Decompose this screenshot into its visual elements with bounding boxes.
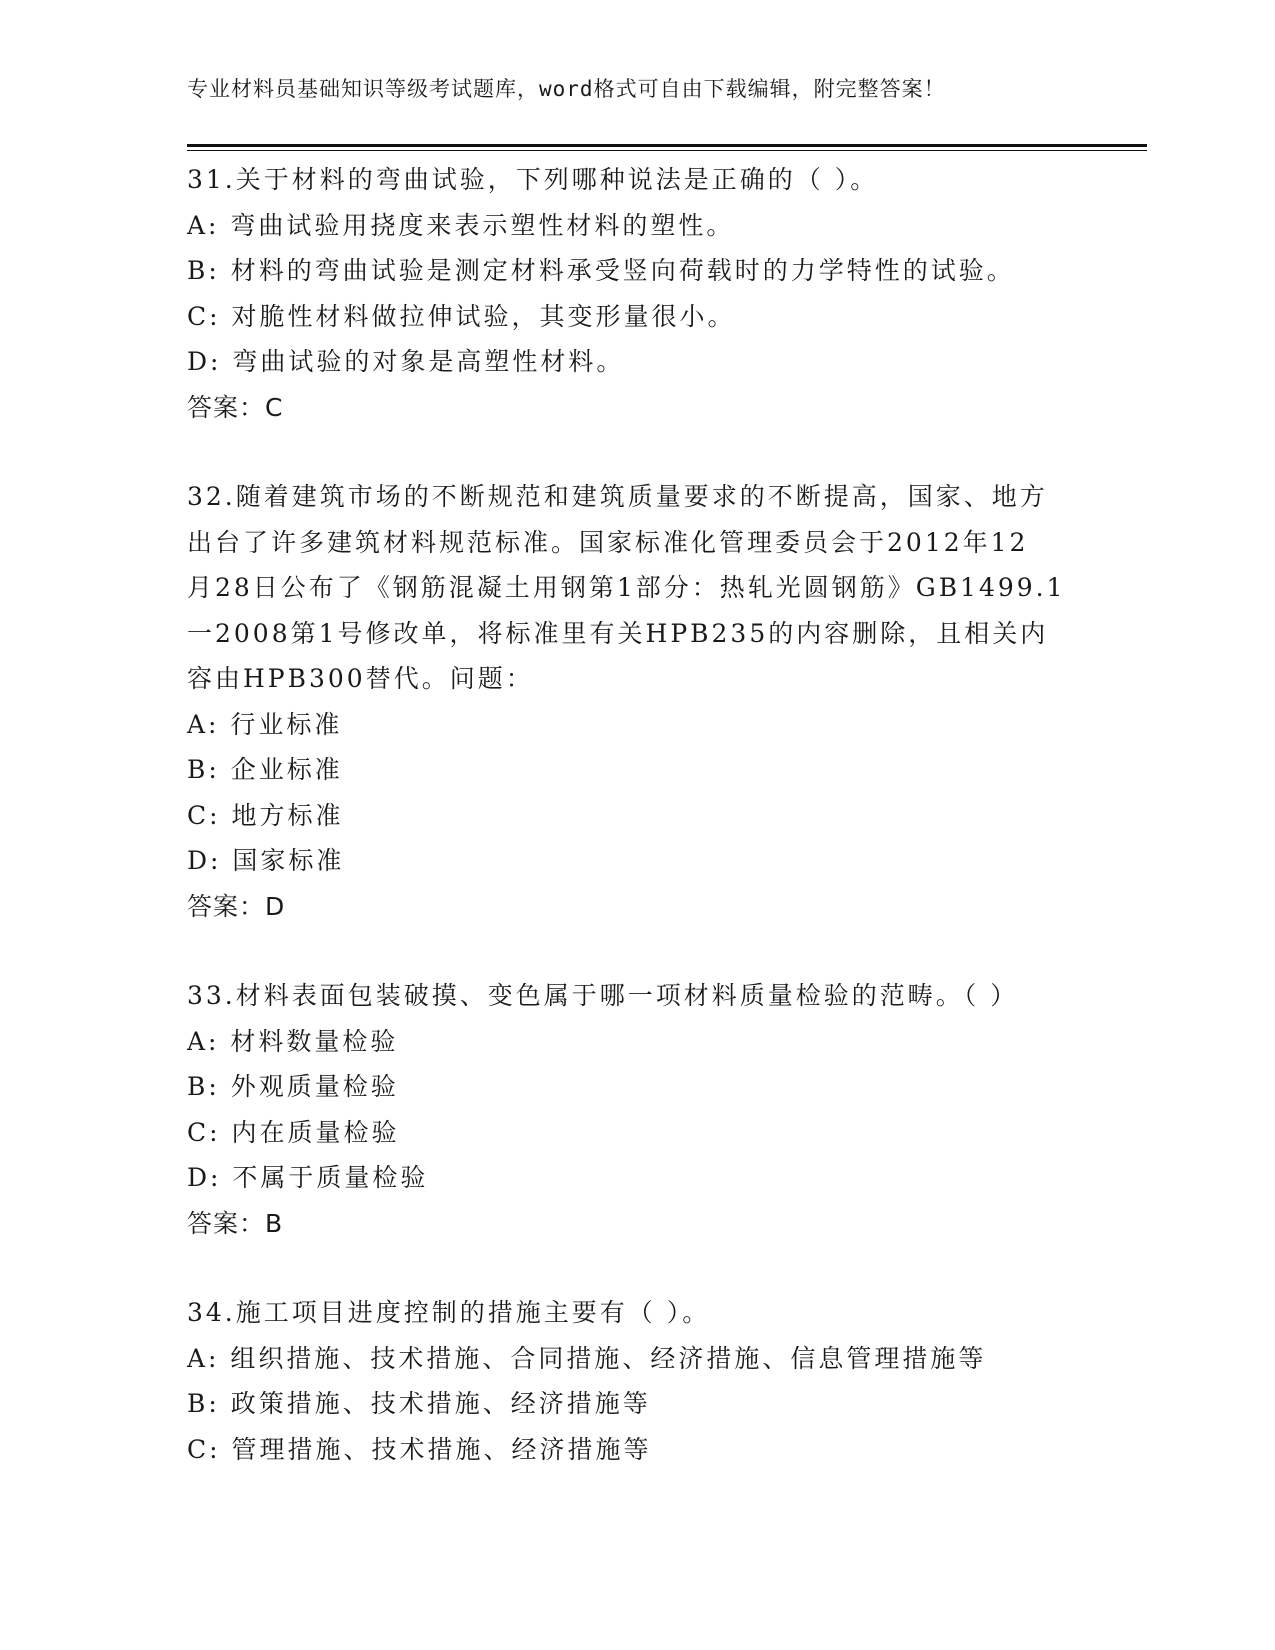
header-rule-thick [187,144,1147,147]
question-32 [187,474,1087,929]
option-b: B: 企业标准 [187,755,343,784]
question-stem: 33.材料表面包装破摸、变色属于哪一项材料质量检验的范畴。（ ） [187,981,1019,1010]
question-stem-line-1: 32.随着建筑市场的不断规范和建筑质量要求的不断提高，国家、地方 [187,482,1048,511]
answer-line: 答案：D [187,891,286,921]
option-b: B: 政策措施、技术措施、经济措施等 [187,1389,651,1418]
question-stem-line-5: 容由HPB300替代。问题： [187,664,534,693]
question-stem-line-3: 月28日公布了《钢筋混凝土用钢第1部分：热轧光圆钢筋》GB1499.1 [187,573,1066,602]
option-c: C: 内在质量检验 [187,1117,400,1147]
option-c: C: 对脆性材料做拉伸试验，其变形量很小。 [187,301,736,331]
question-31 [187,157,1087,430]
option-d: D: 国家标准 [187,846,345,875]
page-header: 专业材料员基础知识等级考试题库，word格式可自由下载编辑，附完整答案！ [187,77,946,101]
question-33 [187,973,1087,1246]
question-stem: 31.关于材料的弯曲试验，下列哪种说法是正确的（ ）。 [187,165,879,194]
option-d: D: 弯曲试验的对象是高塑性材料。 [187,347,625,376]
option-a: A: 行业标准 [187,709,343,739]
option-d: D: 不属于质量检验 [187,1163,429,1192]
option-b: B: 外观质量检验 [187,1072,399,1101]
option-a: A: 材料数量检验 [187,1026,399,1056]
header-rule-thin [187,150,1147,151]
answer-line: 答案：C [187,392,284,422]
option-a: A: 组织措施、技术措施、合同措施、经济措施、信息管理措施等 [187,1343,987,1373]
answer-line: 答案：B [187,1208,284,1238]
question-list [187,157,1087,1516]
question-stem-line-4: 一2008第1号修改单，将标准里有关HPB235的内容删除，且相关内 [187,618,1049,648]
option-b: B: 材料的弯曲试验是测定材料承受竖向荷载时的力学特性的试验。 [187,256,1015,285]
option-c: C: 管理措施、技术措施、经济措施等 [187,1434,652,1464]
question-34 [187,1290,1087,1472]
option-a: A: 弯曲试验用挠度来表示塑性材料的塑性。 [187,210,735,240]
option-c: C: 地方标准 [187,800,344,830]
question-stem-line-2: 出台了许多建筑材料规范标准。国家标准化管理委员会于2012年12 [187,527,1029,557]
question-stem: 34.施工项目进度控制的措施主要有（ ）。 [187,1298,711,1327]
